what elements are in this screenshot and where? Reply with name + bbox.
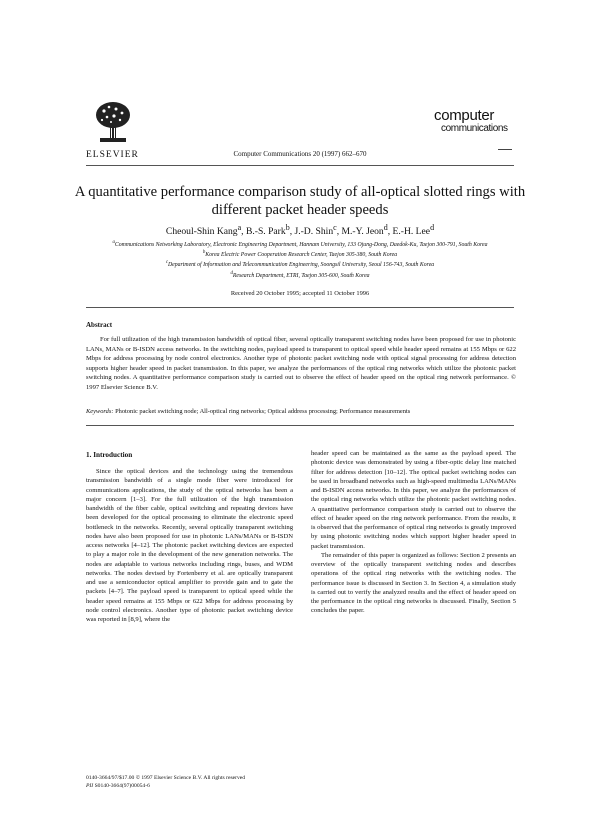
keywords-label: Keywords: — [86, 408, 114, 415]
affiliation: $^a$Communications Networking Laboratory, Electronic Engineering Department, Hannam University, 133 Ojung-Dong, Daedok-Ku, Taejon 300-791, South Korea — [112, 240, 488, 248]
author: Cheoul-Shin Kang$^a$ — [165, 223, 242, 238]
affiliations — [90, 239, 510, 280]
keywords-text: Photonic packet switching node; All-optical ring networks; Optical address processing; Performance measurements — [115, 408, 411, 415]
article-title: A quantitative performance comparison study of all-optical slotted rings with different packet header speeds — [74, 184, 526, 218]
elsevier-tree-icon — [94, 101, 132, 143]
author: E.-H. Lee$^d$ — [392, 223, 435, 238]
abstract-top-rule — [86, 307, 514, 308]
paragraph: header speed can be maintained as the same as the payload speed. The photonic device was demonstrated by using a fiber-optic delay line matched filter for address detection [10–12]. The optical packet switching nodes can be used in broadband networks such as high-speed multimedia LANs/MANs and B-ISDN access networks. In this paper, we analyze the performances of the optical ring networks which utilize the photonic packet switching nodes. A quantitative performance comparison study is carried out to observe the effect of header speed on the ring network performance. From the results, it is observed that the performance of optical ring networks is greatly improved by using photonic switching nodes which support higher header speed in packet transmission. — [311, 450, 516, 550]
pii-line: PII S0140-3664(97)00054-6 — [86, 783, 150, 789]
affiliation: $^b$Korea Electric Power Cooperation Research Center, Taejon 305-380, South Korea — [202, 250, 398, 259]
body-column-left: Since the optical devices and the technology using the tremendous transmission bandwidth of a single mode fiber were introduced for communications applications, the study of the optical networks has been a major concern [1–3]. For the full utilization of the high transmission bandwidth of the fiber cable, optical switching and repeating devices have been developed for the optical processing to eliminate the electronic speed bottleneck in the networks. Recently, several optically transparent switching nodes have also been proposed for use in photonic LANs/MANs or B-ISDN access networks [4–12]. The photonic packet switching devices are expected to play a major role in the development of the new generation networks. The nodes are adaptable to various networks including rings, buses, and WDM networks. The nodes devised by Fortenberry et al. are optically transparent and use a semiconductor optical amplifier to provide gain and to gate the packets [4–7]. The payload speed is transparent to optical speed while the header speed remains at 155 Mbps or 622 Mbps for address processing by node control electronics. Another type of photonic packet switching device was reported in [8,9], where the — [86, 468, 293, 623]
journal-brand — [434, 109, 514, 134]
author: J.-D. Shin$^c$ — [294, 223, 337, 238]
journal-citation: Computer Communications 20 (1997) 662–670 — [233, 150, 367, 158]
affiliation: $^c$Department of Information and Telecommunication Engineering, Soongsil University, Seoul 156-743, South Korea — [165, 260, 435, 269]
section-heading: 1. Introduction — [86, 451, 133, 459]
copyright-footnote — [86, 774, 245, 790]
journal-brand-line2: communications — [441, 123, 508, 134]
author: B.-S. Park$^b$ — [245, 223, 290, 238]
header-rule — [86, 165, 514, 166]
publisher-name: ELSEVIER — [86, 150, 139, 160]
keywords — [86, 408, 516, 415]
body-column-right — [311, 449, 516, 616]
abstract-heading: Abstract — [86, 321, 113, 329]
abstract-text: For full utilization of the high transmission bandwidth of optical fiber, several optically transparent switching nodes have been proposed for use in photonic LANs, MANs or B-ISDN access networks. In the switching nodes, payload speed is transparent to optical speed while header speed remains at 155 Mbps or 622 Mbps for address processing by node control electronics. Another type of photonic packet switching node with optical signal processing for address detection supports higher header speed in packet transmission. In this paper, we analyze the performances of the optical ring networks which utilize the photonic packet switching nodes. A quantitative performance comparison study is carried out to observe the effect of header speed on the optical ring network performance. © 1997 Elsevier Science B.V. — [86, 336, 516, 391]
copyright-line: 0140-3664/97/$17.00 © 1997 Elsevier Science B.V. All rights reserved — [86, 775, 246, 781]
paragraph: The remainder of this paper is organized as follows: Section 2 presents an overview of the optically transparent switching nodes and describes operations of the optical ring networks with the switching nodes. The performance issue is discussed in Section 3. In Section 4, a simulation study is carried out to verify the analyzed results and the effect of header speed on the performance in the optical ring networks is discussed. Finally, Section 5 concludes the paper. — [311, 551, 516, 615]
journal-brand-line1: computer — [434, 107, 495, 124]
author-list: Cheoul-Shin Kang$^a$, B.-S. Park$^b$, J.-D. Shin$^c$, M.-Y. Jeon$^d$, E.-H. Lee$^d$ — [165, 223, 435, 238]
brand-divider — [498, 149, 512, 150]
affiliation: $^d$Research Department, ETRI, Taejon 305-600, South Korea — [230, 270, 370, 279]
received-dates: Received 20 October 1995; accepted 11 October 1996 — [230, 290, 370, 297]
author: M.-Y. Jeon$^d$ — [341, 223, 388, 238]
keywords-bottom-rule — [86, 425, 514, 426]
